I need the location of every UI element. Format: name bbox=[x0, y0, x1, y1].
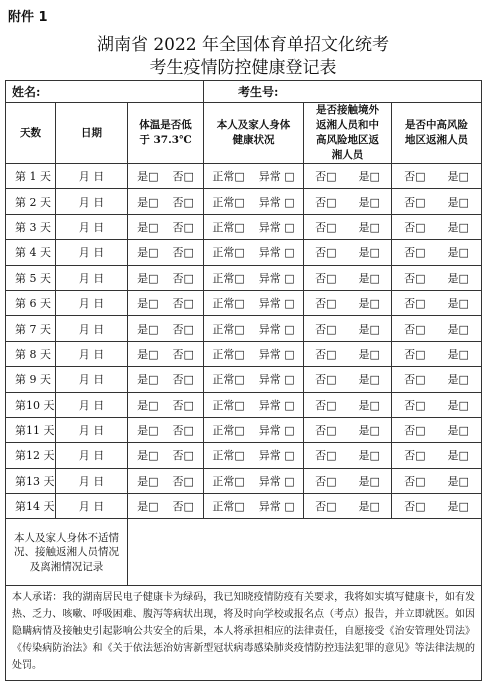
temperature-no-checkbox[interactable]: 否□ bbox=[172, 271, 194, 285]
health-cell bbox=[204, 468, 304, 493]
temperature-no-checkbox[interactable]: 否□ bbox=[172, 322, 194, 336]
contact-cell bbox=[304, 494, 392, 519]
health-abnormal-checkbox[interactable]: 异常 □ bbox=[258, 195, 295, 209]
table-row bbox=[6, 468, 482, 493]
health-normal-checkbox[interactable]: 正常□ bbox=[212, 271, 245, 285]
risk-area-cell bbox=[392, 392, 482, 417]
risk-area-no-checkbox[interactable]: 否□ bbox=[404, 220, 426, 234]
date-cell[interactable]: 月 日 bbox=[56, 164, 128, 189]
contact-no-checkbox[interactable]: 否□ bbox=[315, 424, 337, 438]
temperature-yes-checkbox[interactable]: 是□ bbox=[137, 220, 159, 234]
temperature-no-checkbox[interactable]: 否□ bbox=[172, 195, 194, 209]
risk-area-cell bbox=[392, 316, 482, 341]
contact-cell bbox=[304, 214, 392, 239]
risk-area-yes-checkbox[interactable]: 是□ bbox=[447, 373, 469, 387]
risk-area-cell bbox=[392, 189, 482, 214]
name-field[interactable] bbox=[6, 81, 204, 103]
contact-yes-checkbox[interactable]: 是□ bbox=[358, 373, 380, 387]
temperature-cell bbox=[128, 265, 204, 290]
risk-area-no-checkbox[interactable]: 否□ bbox=[404, 373, 426, 387]
temperature-yes-checkbox[interactable]: 是□ bbox=[137, 170, 159, 184]
risk-area-cell bbox=[392, 494, 482, 519]
contact-cell bbox=[304, 290, 392, 315]
contact-yes-checkbox[interactable]: 是□ bbox=[358, 195, 380, 209]
health-abnormal-checkbox[interactable]: 异常 □ bbox=[258, 297, 295, 311]
risk-area-yes-checkbox[interactable]: 是□ bbox=[447, 297, 469, 311]
health-abnormal-checkbox[interactable]: 异常 □ bbox=[258, 246, 295, 260]
health-normal-checkbox[interactable]: 正常□ bbox=[212, 449, 245, 463]
contact-cell bbox=[304, 265, 392, 290]
temperature-yes-checkbox[interactable]: 是□ bbox=[137, 500, 159, 514]
contact-no-checkbox[interactable]: 否□ bbox=[315, 297, 337, 311]
table-row bbox=[6, 316, 482, 341]
table-row bbox=[6, 189, 482, 214]
health-cell bbox=[204, 494, 304, 519]
temperature-cell bbox=[128, 164, 204, 189]
risk-area-yes-checkbox[interactable]: 是□ bbox=[447, 271, 469, 285]
temperature-cell bbox=[128, 468, 204, 493]
promise-row bbox=[6, 586, 482, 681]
risk-area-cell bbox=[392, 367, 482, 392]
temperature-no-checkbox[interactable]: 否□ bbox=[172, 373, 194, 387]
extra-record-row bbox=[6, 519, 482, 586]
contact-yes-checkbox[interactable]: 是□ bbox=[358, 449, 380, 463]
health-cell bbox=[204, 443, 304, 468]
contact-no-checkbox[interactable]: 否□ bbox=[315, 195, 337, 209]
temperature-cell bbox=[128, 443, 204, 468]
health-normal-checkbox[interactable]: 正常□ bbox=[212, 347, 245, 361]
contact-yes-checkbox[interactable]: 是□ bbox=[358, 347, 380, 361]
risk-area-yes-checkbox[interactable]: 是□ bbox=[447, 424, 469, 438]
date-cell[interactable]: 月 日 bbox=[56, 290, 128, 315]
risk-area-cell bbox=[392, 214, 482, 239]
health-cell bbox=[204, 240, 304, 265]
risk-area-no-checkbox[interactable]: 否□ bbox=[404, 195, 426, 209]
risk-area-yes-checkbox[interactable]: 是□ bbox=[447, 322, 469, 336]
extra-record-field[interactable] bbox=[128, 519, 482, 586]
contact-yes-checkbox[interactable]: 是□ bbox=[358, 322, 380, 336]
temperature-cell bbox=[128, 214, 204, 239]
day-cell: 第 9 天 bbox=[6, 367, 56, 392]
risk-area-cell bbox=[392, 164, 482, 189]
temperature-yes-checkbox[interactable]: 是□ bbox=[137, 297, 159, 311]
date-cell[interactable]: 月 日 bbox=[56, 443, 128, 468]
date-cell[interactable]: 月 日 bbox=[56, 240, 128, 265]
temperature-no-checkbox[interactable]: 否□ bbox=[172, 474, 194, 488]
col-date-header: 日期 bbox=[56, 103, 128, 164]
table-row bbox=[6, 214, 482, 239]
contact-yes-checkbox[interactable]: 是□ bbox=[358, 398, 380, 412]
health-abnormal-checkbox[interactable]: 异常 □ bbox=[258, 449, 295, 463]
risk-area-yes-checkbox[interactable]: 是□ bbox=[447, 195, 469, 209]
risk-area-no-checkbox[interactable]: 否□ bbox=[404, 170, 426, 184]
temperature-no-checkbox[interactable]: 否□ bbox=[172, 449, 194, 463]
table-row bbox=[6, 290, 482, 315]
promise-text: 本人承诺：我的湖南居民电子健康卡为绿码，我已知晓疫情防疫有关要求，我将如实填写健康卡，如有发热、乏力、咳嗽、呼吸困难、腹泻等病状出现，将及时向学校或报名点（考点）报告，并立即就医。如因隐瞒病情及接触史引起影响公共安全的后果，本人将承担相应的法律责任，自愿接受《治安管理处罚法》《传染病防治法》和《关于依法惩治妨害新型冠状病毒感染肺炎疫情防控违法犯罪的意见》等法律法规的处罚。 bbox=[6, 586, 482, 681]
document-title: 湖南省 2022 年全国体育单招文化统考 bbox=[96, 35, 390, 55]
document-subtitle: 考生疫情防控健康登记表 bbox=[149, 58, 337, 78]
table-row bbox=[6, 265, 482, 290]
header-row bbox=[6, 103, 482, 164]
risk-area-cell bbox=[392, 341, 482, 366]
temperature-cell bbox=[128, 417, 204, 442]
date-cell[interactable]: 月 日 bbox=[56, 468, 128, 493]
temperature-yes-checkbox[interactable]: 是□ bbox=[137, 398, 159, 412]
day-cell: 第 8 天 bbox=[6, 341, 56, 366]
health-normal-checkbox[interactable]: 正常□ bbox=[212, 424, 245, 438]
contact-cell bbox=[304, 240, 392, 265]
contact-cell bbox=[304, 392, 392, 417]
extra-record-label: 本人及家人身体不适情况、接触返湘人员情况及离湘情况记录 bbox=[6, 519, 128, 586]
risk-area-cell bbox=[392, 417, 482, 442]
risk-area-no-checkbox[interactable]: 否□ bbox=[404, 398, 426, 412]
contact-no-checkbox[interactable]: 否□ bbox=[315, 449, 337, 463]
contact-no-checkbox[interactable]: 否□ bbox=[315, 474, 337, 488]
temperature-yes-checkbox[interactable]: 是□ bbox=[137, 373, 159, 387]
day-cell: 第 4 天 bbox=[6, 240, 56, 265]
day-cell: 第12 天 bbox=[6, 443, 56, 468]
health-cell bbox=[204, 316, 304, 341]
temperature-yes-checkbox[interactable]: 是□ bbox=[137, 474, 159, 488]
temperature-cell bbox=[128, 341, 204, 366]
table-row bbox=[6, 367, 482, 392]
col-risk-area-header: 是否中高风险地区返湘人员 bbox=[392, 103, 482, 164]
temperature-no-checkbox[interactable]: 否□ bbox=[172, 347, 194, 361]
risk-area-no-checkbox[interactable]: 否□ bbox=[404, 322, 426, 336]
health-cell bbox=[204, 290, 304, 315]
risk-area-yes-checkbox[interactable]: 是□ bbox=[447, 246, 469, 260]
contact-cell bbox=[304, 164, 392, 189]
day-cell: 第13 天 bbox=[6, 468, 56, 493]
table-row bbox=[6, 240, 482, 265]
health-cell bbox=[204, 164, 304, 189]
temperature-cell bbox=[128, 290, 204, 315]
risk-area-yes-checkbox[interactable]: 是□ bbox=[447, 398, 469, 412]
table-row bbox=[6, 417, 482, 442]
temperature-no-checkbox[interactable]: 否□ bbox=[172, 220, 194, 234]
health-normal-checkbox[interactable]: 正常□ bbox=[212, 474, 245, 488]
table-row bbox=[6, 494, 482, 519]
table-row bbox=[6, 443, 482, 468]
contact-cell bbox=[304, 417, 392, 442]
date-cell[interactable]: 月 日 bbox=[56, 189, 128, 214]
temperature-yes-checkbox[interactable]: 是□ bbox=[137, 322, 159, 336]
contact-no-checkbox[interactable]: 否□ bbox=[315, 398, 337, 412]
date-cell[interactable]: 月 日 bbox=[56, 367, 128, 392]
day-cell: 第 3 天 bbox=[6, 214, 56, 239]
risk-area-yes-checkbox[interactable]: 是□ bbox=[447, 500, 469, 514]
contact-no-checkbox[interactable]: 否□ bbox=[315, 373, 337, 387]
temperature-no-checkbox[interactable]: 否□ bbox=[172, 398, 194, 412]
health-normal-checkbox[interactable]: 正常□ bbox=[212, 373, 245, 387]
health-normal-checkbox[interactable]: 正常□ bbox=[212, 220, 245, 234]
health-normal-checkbox[interactable]: 正常□ bbox=[212, 195, 245, 209]
risk-area-no-checkbox[interactable]: 否□ bbox=[404, 500, 426, 514]
day-cell: 第 6 天 bbox=[6, 290, 56, 315]
risk-area-no-checkbox[interactable]: 否□ bbox=[404, 347, 426, 361]
contact-cell bbox=[304, 468, 392, 493]
risk-area-yes-checkbox[interactable]: 是□ bbox=[447, 474, 469, 488]
health-cell bbox=[204, 214, 304, 239]
table-row bbox=[6, 164, 482, 189]
temperature-no-checkbox[interactable]: 否□ bbox=[172, 500, 194, 514]
contact-yes-checkbox[interactable]: 是□ bbox=[358, 297, 380, 311]
day-cell: 第 2 天 bbox=[6, 189, 56, 214]
contact-cell bbox=[304, 367, 392, 392]
risk-area-cell bbox=[392, 468, 482, 493]
risk-area-no-checkbox[interactable]: 否□ bbox=[404, 271, 426, 285]
temperature-no-checkbox[interactable]: 否□ bbox=[172, 297, 194, 311]
risk-area-no-checkbox[interactable]: 否□ bbox=[404, 424, 426, 438]
col-contact-header: 是否接触境外返湘人员和中高风险地区返湘人员 bbox=[304, 103, 392, 164]
contact-yes-checkbox[interactable]: 是□ bbox=[358, 474, 380, 488]
contact-no-checkbox[interactable]: 否□ bbox=[315, 347, 337, 361]
contact-no-checkbox[interactable]: 否□ bbox=[315, 322, 337, 336]
health-cell bbox=[204, 341, 304, 366]
contact-yes-checkbox[interactable]: 是□ bbox=[358, 271, 380, 285]
contact-yes-checkbox[interactable]: 是□ bbox=[358, 424, 380, 438]
health-abnormal-checkbox[interactable]: 异常 □ bbox=[258, 424, 295, 438]
health-normal-checkbox[interactable]: 正常□ bbox=[212, 500, 245, 514]
contact-cell bbox=[304, 316, 392, 341]
temperature-yes-checkbox[interactable]: 是□ bbox=[137, 271, 159, 285]
exam-number-field[interactable] bbox=[204, 81, 482, 103]
risk-area-no-checkbox[interactable]: 否□ bbox=[404, 474, 426, 488]
risk-area-cell bbox=[392, 240, 482, 265]
contact-yes-checkbox[interactable]: 是□ bbox=[358, 220, 380, 234]
risk-area-no-checkbox[interactable]: 否□ bbox=[404, 297, 426, 311]
risk-area-yes-checkbox[interactable]: 是□ bbox=[447, 347, 469, 361]
risk-area-yes-checkbox[interactable]: 是□ bbox=[447, 220, 469, 234]
temperature-yes-checkbox[interactable]: 是□ bbox=[137, 347, 159, 361]
temperature-no-checkbox[interactable]: 否□ bbox=[172, 424, 194, 438]
risk-area-cell bbox=[392, 443, 482, 468]
health-abnormal-checkbox[interactable]: 异常 □ bbox=[258, 500, 295, 514]
col-temperature-header: 体温是否低于 37.3℃ bbox=[128, 103, 204, 164]
day-cell: 第 1 天 bbox=[6, 164, 56, 189]
health-cell bbox=[204, 189, 304, 214]
name-label: 姓名: bbox=[12, 85, 41, 99]
health-normal-checkbox[interactable]: 正常□ bbox=[212, 170, 245, 184]
temperature-cell bbox=[128, 240, 204, 265]
health-cell bbox=[204, 392, 304, 417]
health-normal-checkbox[interactable]: 正常□ bbox=[212, 398, 245, 412]
health-abnormal-checkbox[interactable]: 异常 □ bbox=[258, 271, 295, 285]
risk-area-no-checkbox[interactable]: 否□ bbox=[404, 246, 426, 260]
temperature-yes-checkbox[interactable]: 是□ bbox=[137, 195, 159, 209]
risk-area-cell bbox=[392, 290, 482, 315]
date-cell[interactable]: 月 日 bbox=[56, 392, 128, 417]
contact-no-checkbox[interactable]: 否□ bbox=[315, 271, 337, 285]
contact-no-checkbox[interactable]: 否□ bbox=[315, 246, 337, 260]
contact-no-checkbox[interactable]: 否□ bbox=[315, 220, 337, 234]
date-cell[interactable]: 月 日 bbox=[56, 341, 128, 366]
risk-area-no-checkbox[interactable]: 否□ bbox=[404, 449, 426, 463]
health-abnormal-checkbox[interactable]: 异常 □ bbox=[258, 322, 295, 336]
health-registration-table bbox=[5, 80, 482, 681]
date-cell[interactable]: 月 日 bbox=[56, 417, 128, 442]
temperature-cell bbox=[128, 189, 204, 214]
contact-no-checkbox[interactable]: 否□ bbox=[315, 170, 337, 184]
day-cell: 第14 天 bbox=[6, 494, 56, 519]
name-row bbox=[6, 81, 482, 103]
contact-yes-checkbox[interactable]: 是□ bbox=[358, 246, 380, 260]
table-row bbox=[6, 341, 482, 366]
col-day-header: 天数 bbox=[6, 103, 56, 164]
day-cell: 第11 天 bbox=[6, 417, 56, 442]
health-abnormal-checkbox[interactable]: 异常 □ bbox=[258, 373, 295, 387]
health-abnormal-checkbox[interactable]: 异常 □ bbox=[258, 347, 295, 361]
temperature-yes-checkbox[interactable]: 是□ bbox=[137, 449, 159, 463]
col-health-header: 本人及家人身体健康状况 bbox=[204, 103, 304, 164]
temperature-yes-checkbox[interactable]: 是□ bbox=[137, 424, 159, 438]
health-cell bbox=[204, 367, 304, 392]
contact-yes-checkbox[interactable]: 是□ bbox=[358, 500, 380, 514]
date-cell[interactable]: 月 日 bbox=[56, 316, 128, 341]
health-abnormal-checkbox[interactable]: 异常 □ bbox=[258, 170, 295, 184]
health-normal-checkbox[interactable]: 正常□ bbox=[212, 322, 245, 336]
health-abnormal-checkbox[interactable]: 异常 □ bbox=[258, 398, 295, 412]
date-cell[interactable]: 月 日 bbox=[56, 214, 128, 239]
day-cell: 第 7 天 bbox=[6, 316, 56, 341]
day-cell: 第 5 天 bbox=[6, 265, 56, 290]
contact-yes-checkbox[interactable]: 是□ bbox=[358, 170, 380, 184]
risk-area-cell bbox=[392, 265, 482, 290]
health-normal-checkbox[interactable]: 正常□ bbox=[212, 297, 245, 311]
risk-area-yes-checkbox[interactable]: 是□ bbox=[447, 170, 469, 184]
health-cell bbox=[204, 265, 304, 290]
temperature-no-checkbox[interactable]: 否□ bbox=[172, 170, 194, 184]
health-normal-checkbox[interactable]: 正常□ bbox=[212, 246, 245, 260]
temperature-cell bbox=[128, 316, 204, 341]
temperature-cell bbox=[128, 494, 204, 519]
date-cell[interactable]: 月 日 bbox=[56, 494, 128, 519]
temperature-no-checkbox[interactable]: 否□ bbox=[172, 246, 194, 260]
exam-number-label: 考生号: bbox=[238, 85, 279, 99]
contact-cell bbox=[304, 341, 392, 366]
temperature-cell bbox=[128, 392, 204, 417]
table-row bbox=[6, 392, 482, 417]
contact-cell bbox=[304, 443, 392, 468]
attachment-label: 附件 1 bbox=[8, 10, 48, 25]
temperature-yes-checkbox[interactable]: 是□ bbox=[137, 246, 159, 260]
date-cell[interactable]: 月 日 bbox=[56, 265, 128, 290]
health-abnormal-checkbox[interactable]: 异常 □ bbox=[258, 474, 295, 488]
risk-area-yes-checkbox[interactable]: 是□ bbox=[447, 449, 469, 463]
health-cell bbox=[204, 417, 304, 442]
contact-cell bbox=[304, 189, 392, 214]
health-abnormal-checkbox[interactable]: 异常 □ bbox=[258, 220, 295, 234]
day-cell: 第10 天 bbox=[6, 392, 56, 417]
temperature-cell bbox=[128, 367, 204, 392]
contact-no-checkbox[interactable]: 否□ bbox=[315, 500, 337, 514]
